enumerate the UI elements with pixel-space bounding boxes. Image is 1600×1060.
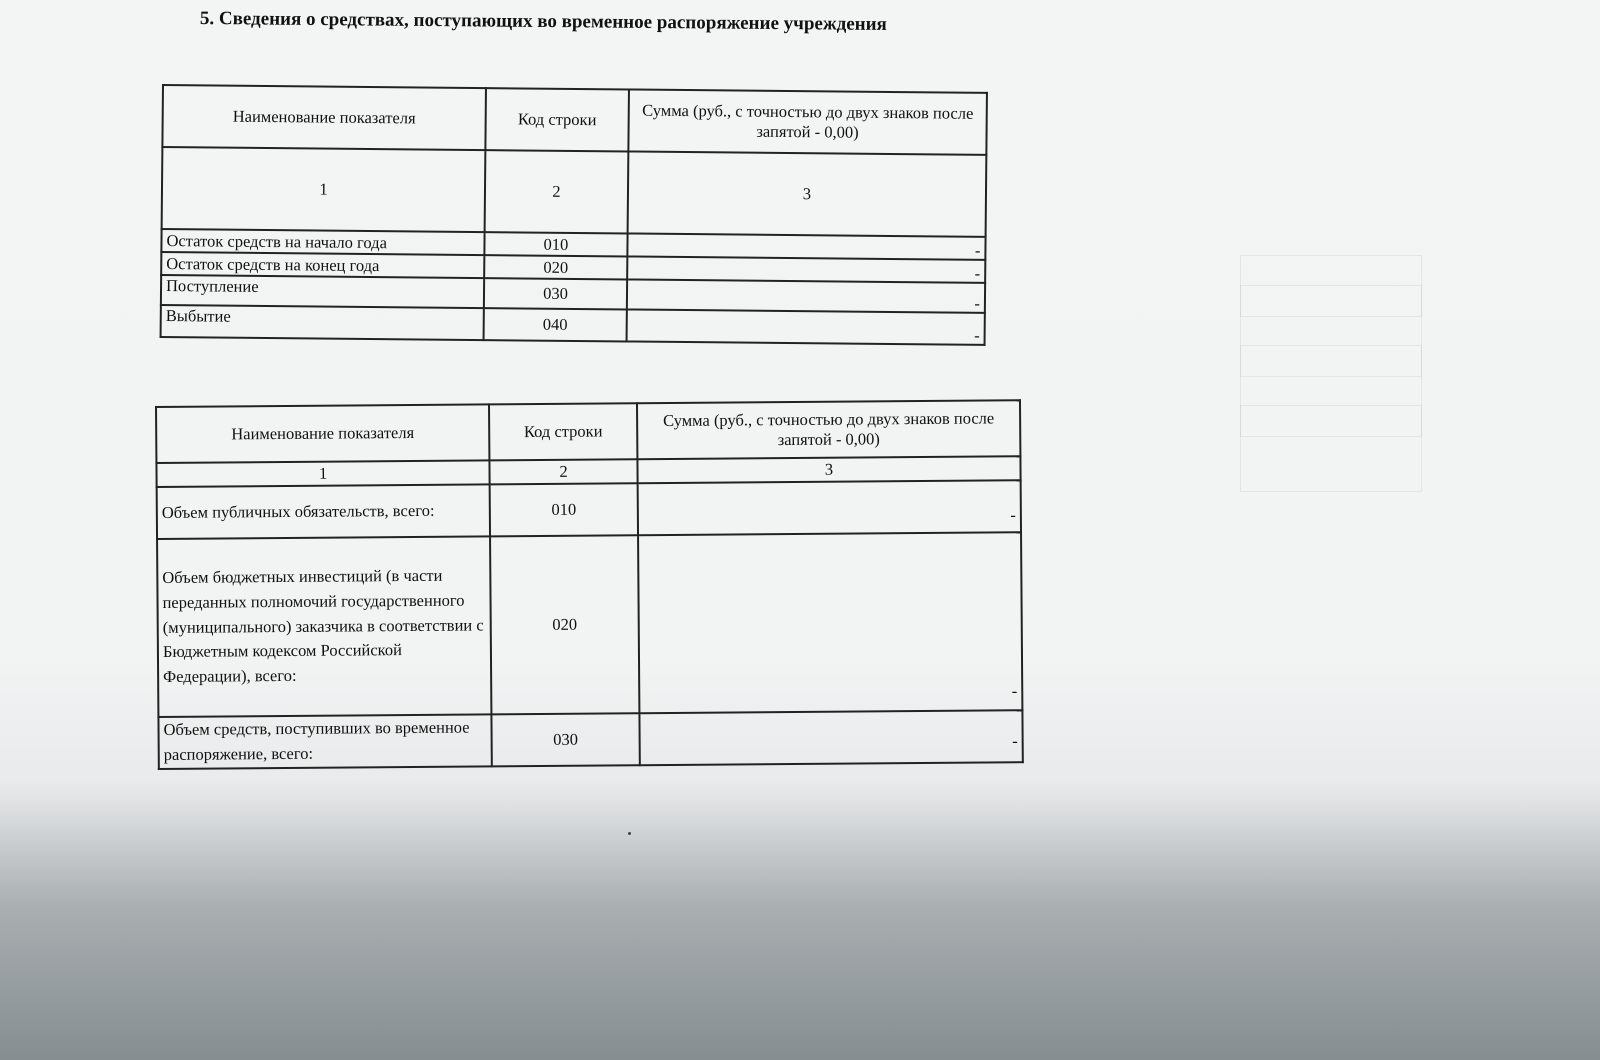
amount-value: -	[639, 710, 1022, 765]
line-code: 010	[484, 232, 627, 256]
indicator-name: Поступление	[161, 275, 484, 308]
indicator-name: Объем бюджетных инвестиций (в части переданных полномочий государственного (муниципального) заказчика в соответствии с Бюджетным кодексом Российской Федерации), всего:	[157, 536, 491, 717]
amount-value: -	[627, 233, 985, 259]
index-cell: 3	[628, 151, 987, 236]
line-code: 010	[490, 483, 638, 536]
table-index-row	[162, 147, 987, 237]
funds-balance-table	[160, 84, 988, 346]
index-cell: 2	[485, 150, 629, 233]
amount-value: -	[627, 309, 985, 344]
public-obligations-table	[155, 399, 1024, 770]
indicator-name: Выбытие	[161, 305, 484, 340]
index-cell: 1	[162, 147, 486, 232]
shadow-overlay	[0, 780, 1600, 1060]
show-through-box	[1240, 345, 1422, 377]
line-code: 030	[491, 713, 639, 766]
line-code: 030	[484, 278, 627, 309]
amount-value: -	[627, 256, 985, 282]
show-through-box	[1240, 285, 1422, 317]
index-cell: 1	[156, 460, 489, 487]
header-line-code: Код строки	[489, 403, 637, 460]
line-code: 020	[484, 255, 627, 279]
section-heading: 5. Сведения о средствах, поступающих во временное распоряжение учреждения	[199, 8, 887, 35]
table-header-row	[162, 85, 987, 155]
table-row	[161, 305, 985, 345]
table-row	[157, 532, 1022, 717]
header-indicator-name: Наименование показателя	[162, 85, 486, 150]
index-cell: 3	[637, 456, 1020, 483]
header-amount: Сумма (руб., с точностью до двух знаков после запятой - 0,00)	[628, 89, 987, 154]
table-row	[158, 710, 1022, 769]
amount-value: -	[627, 279, 985, 312]
amount-value: -	[638, 480, 1021, 535]
header-line-code: Код строки	[485, 88, 629, 151]
line-code: 040	[484, 308, 627, 341]
header-indicator-name: Наименование показателя	[156, 404, 489, 463]
indicator-name: Остаток средств на конец года	[161, 252, 484, 278]
amount-value: -	[638, 532, 1022, 713]
indicator-name: Объем публичных обязательств, всего:	[157, 484, 490, 539]
indicator-name: Объем средств, поступивших во временное распоряжение, всего:	[158, 714, 491, 769]
show-through-box	[1240, 405, 1422, 437]
header-amount: Сумма (руб., с точностью до двух знаков после запятой - 0,00)	[637, 400, 1020, 459]
line-code: 020	[490, 535, 639, 714]
indicator-name: Остаток средств на начало года	[161, 229, 484, 255]
index-cell: 2	[489, 459, 637, 484]
table-row	[157, 480, 1021, 539]
table-header-row	[156, 400, 1020, 463]
ink-speck	[628, 832, 631, 835]
